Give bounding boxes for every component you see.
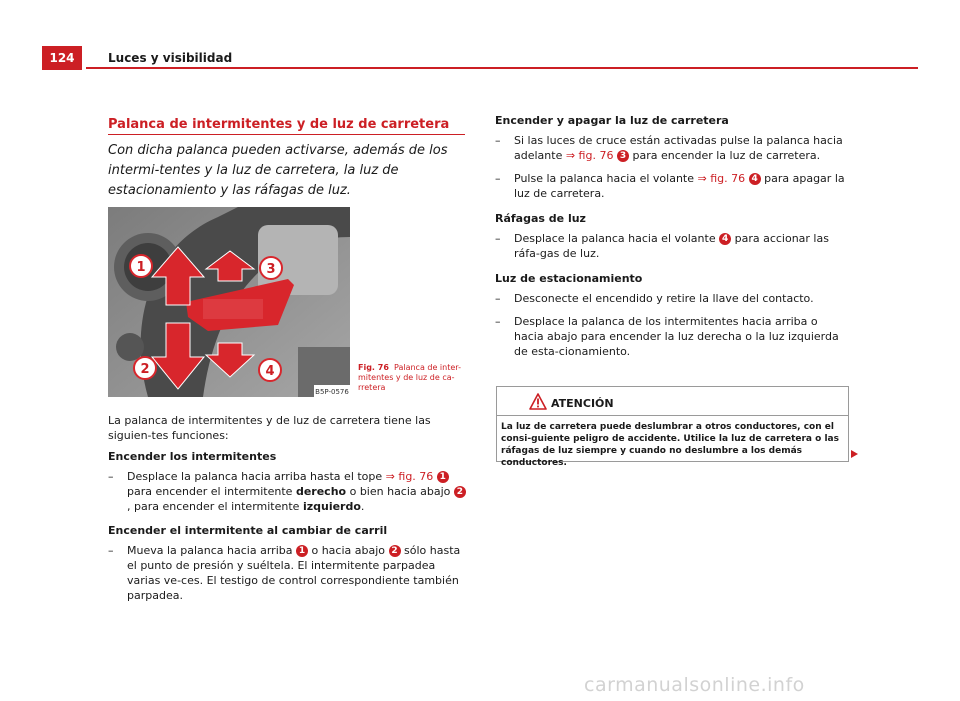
callout-3 — [260, 257, 282, 279]
warning-text: La luz de carretera puede deslumbrar a otros conductores, con el consi-guiente peligro de accidente. Utilice la luz de carretera o las ráfagas de luz siempre y cuando no deslumbre a los demás conductores. — [501, 422, 839, 468]
functions-lead: La palanca de intermitentes y de luz de carretera tiene las siguien-tes funciones: — [108, 414, 431, 442]
header-rule — [86, 67, 918, 69]
header-title: Luces y visibilidad — [108, 51, 233, 65]
callout-badge: 4 — [749, 173, 761, 185]
section-intro: Con dicha palanca pueden activarse, además de los intermi-tentes y la luz de carretera, la luz de estacionamiento y las ráfagas de luz. — [108, 143, 448, 198]
watermark: carmanualsonline.info — [584, 674, 805, 696]
figure-caption-label: Fig. 76 — [358, 363, 389, 372]
list-item: – Mueva la palanca hacia arriba 1 o hacia abajo 2 sólo hasta el punto de presión y suéltela. El intermitente parpadea varias ve-ces. El testigo de control correspondiente también parpadea. — [108, 544, 461, 602]
lever-illustration — [108, 207, 350, 397]
continue-arrow-icon — [850, 449, 859, 459]
figure-reference-link[interactable]: ⇒ fig. 76 — [385, 470, 434, 483]
heading-turn-signals: Encender los intermitentes — [108, 450, 277, 463]
heading-high-beam: Encender y apagar la luz de carretera — [495, 114, 729, 127]
callout-4 — [259, 359, 281, 381]
figure-code: B5P-0576 — [315, 388, 349, 396]
section-title: Palanca de intermitentes y de luz de carretera — [108, 117, 450, 132]
list-item: – Desconecte el encendido y retire la llave del contacto. — [495, 292, 814, 305]
left-column — [108, 413, 466, 603]
callout-badge: 1 — [296, 545, 308, 557]
figure-caption-text: Palanca de inter-mitentes y de luz de ca-rretera — [358, 363, 461, 392]
svg-text:2: 2 — [140, 362, 150, 377]
section-rule — [108, 134, 465, 135]
figure-reference-link[interactable]: ⇒ fig. 76 — [565, 149, 614, 162]
warning-title: ATENCIÓN — [551, 397, 614, 410]
figure-reference-link[interactable]: ⇒ fig. 76 — [697, 172, 746, 185]
heading-lane-change: Encender el intermitente al cambiar de carril — [108, 524, 388, 537]
list-item: – Desplace la palanca de los intermitentes hacia arriba o hacia abajo para encender la luz derecha o la luz izquierda de esta-cionamiento. — [495, 315, 839, 358]
svg-text:3: 3 — [266, 262, 276, 277]
callout-badge: 4 — [719, 233, 731, 245]
callout-badge: 1 — [437, 471, 449, 483]
warning-triangle-icon — [529, 393, 547, 410]
heading-flash: Ráfagas de luz — [495, 212, 586, 225]
warning-divider — [497, 415, 848, 416]
page-number: 124 — [42, 46, 82, 70]
callout-badge: 3 — [617, 150, 629, 162]
svg-text:1: 1 — [136, 260, 146, 275]
callout-badge: 2 — [389, 545, 401, 557]
light-knob — [116, 333, 144, 361]
warning-box — [496, 386, 849, 468]
list-item: – Pulse la palanca hacia el volante ⇒ fig. 76 4 para apagar la luz de carretera. — [495, 172, 845, 200]
heading-parking-light: Luz de estacionamiento — [495, 272, 643, 285]
callout-2 — [134, 357, 156, 379]
figure-caption — [358, 363, 468, 393]
list-item: – Desplace la palanca hacia arriba hasta el tope ⇒ fig. 76 1 para encender el intermitente derecho o bien hacia abajo 2, para encender el intermitente izquierdo. — [108, 469, 466, 514]
right-column — [495, 113, 850, 359]
callout-badge: 2 — [454, 486, 466, 498]
svg-text:4: 4 — [265, 364, 275, 379]
list-item: – Si las luces de cruce están activadas pulse la palanca hacia adelante ⇒ fig. 76 3 para encender la luz de carretera. — [495, 134, 843, 162]
callout-1 — [130, 255, 152, 277]
list-item: – Desplace la palanca hacia el volante 4 para accionar las ráfa-gas de luz. — [495, 232, 829, 260]
figure-lever-illustration — [108, 207, 350, 397]
